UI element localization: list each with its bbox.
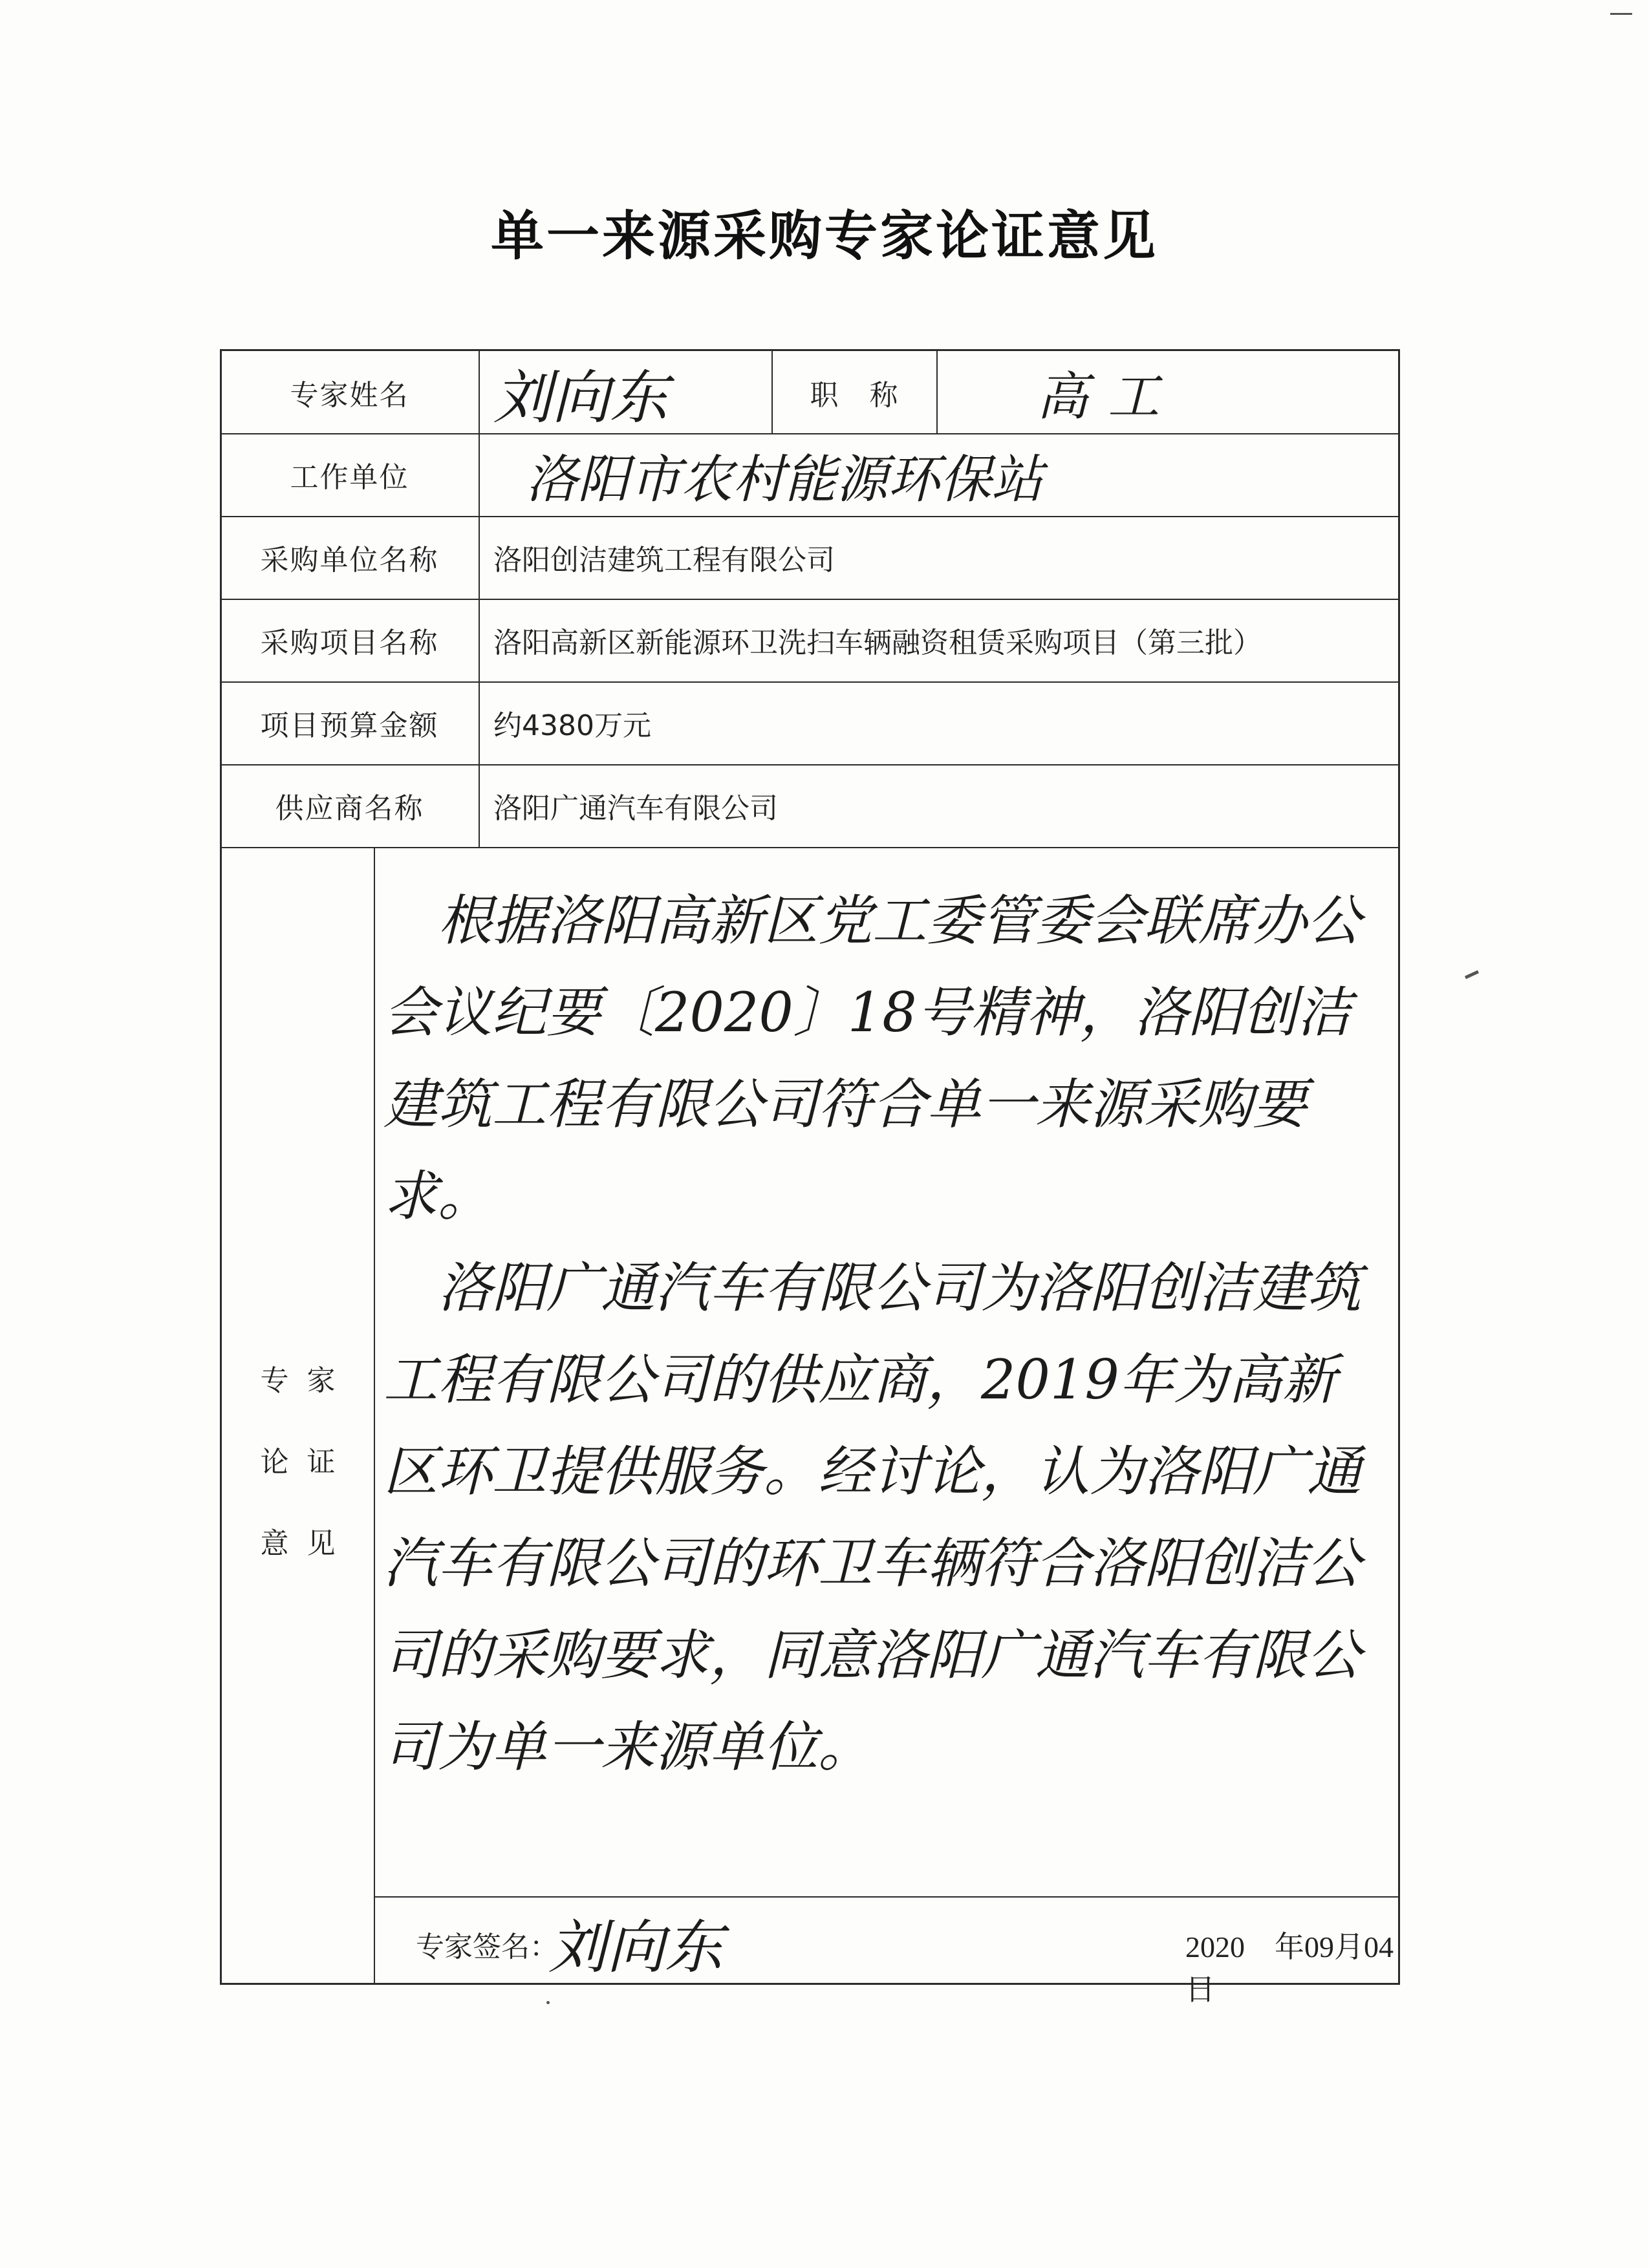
label-divider	[479, 351, 480, 847]
opinion-divider	[374, 847, 375, 1985]
opinion-label-line: 意见	[260, 1527, 354, 1560]
scan-mark	[1465, 970, 1479, 979]
project-name-value: 洛阳高新区新能源环卫洗扫车辆融资租赁采购项目（第三批）	[493, 626, 1262, 659]
supplier-value: 洛阳广通汽车有限公司	[493, 792, 778, 825]
supplier-label: 供应商名称	[275, 792, 424, 825]
opinion-label-line: 专家	[260, 1364, 354, 1397]
job-title-value: 高工	[1037, 367, 1179, 427]
form-table	[220, 349, 1400, 2006]
budget-value: 约4380万元	[493, 709, 651, 742]
opinion-label-line: 论证	[260, 1446, 354, 1479]
opinion-text: 根据洛阳高新区党工委管委会联席办公会议纪要〔2020〕18号精神，洛阳创洁建筑工程有限公司符合单一来源采购要求。 洛阳广通汽车有限公司为洛阳创洁建筑工程有限公司的供应商，2019年为高新区环卫提供服务。经讨论，认为洛阳广通汽车有限公司的环卫车辆符合洛阳创洁公司的采购要求，同意洛阳广通汽车有限公司为单一来源单位。	[383, 889, 1362, 1779]
purchaser-value: 洛阳创洁建筑工程有限公司	[493, 544, 835, 577]
signature-label: 专家签名：	[416, 1931, 558, 1963]
page-title: 单一来源采购专家论证意见	[490, 206, 1158, 267]
row-divider	[222, 847, 1398, 848]
signature-date: 2020 年09月04日	[1185, 1931, 1394, 2006]
expert-name-label: 专家姓名	[290, 378, 409, 412]
job-title-label: 职 称	[810, 378, 900, 412]
signature-row	[377, 1896, 1398, 2006]
expert-name-value: 刘向东	[493, 363, 668, 432]
scan-mark	[546, 2001, 550, 2004]
project-name-label: 采购项目名称	[260, 626, 439, 659]
work-unit-value: 洛阳市农村能源环保站	[526, 449, 1043, 509]
title-divider	[936, 351, 938, 433]
budget-label: 项目预算金额	[260, 709, 439, 742]
signature-name: 刘向东	[548, 1914, 723, 1982]
work-unit-label: 工作单位	[290, 461, 409, 494]
scan-mark	[1610, 13, 1632, 15]
opinion-label	[222, 1340, 374, 1585]
purchaser-label: 采购单位名称	[260, 544, 439, 577]
